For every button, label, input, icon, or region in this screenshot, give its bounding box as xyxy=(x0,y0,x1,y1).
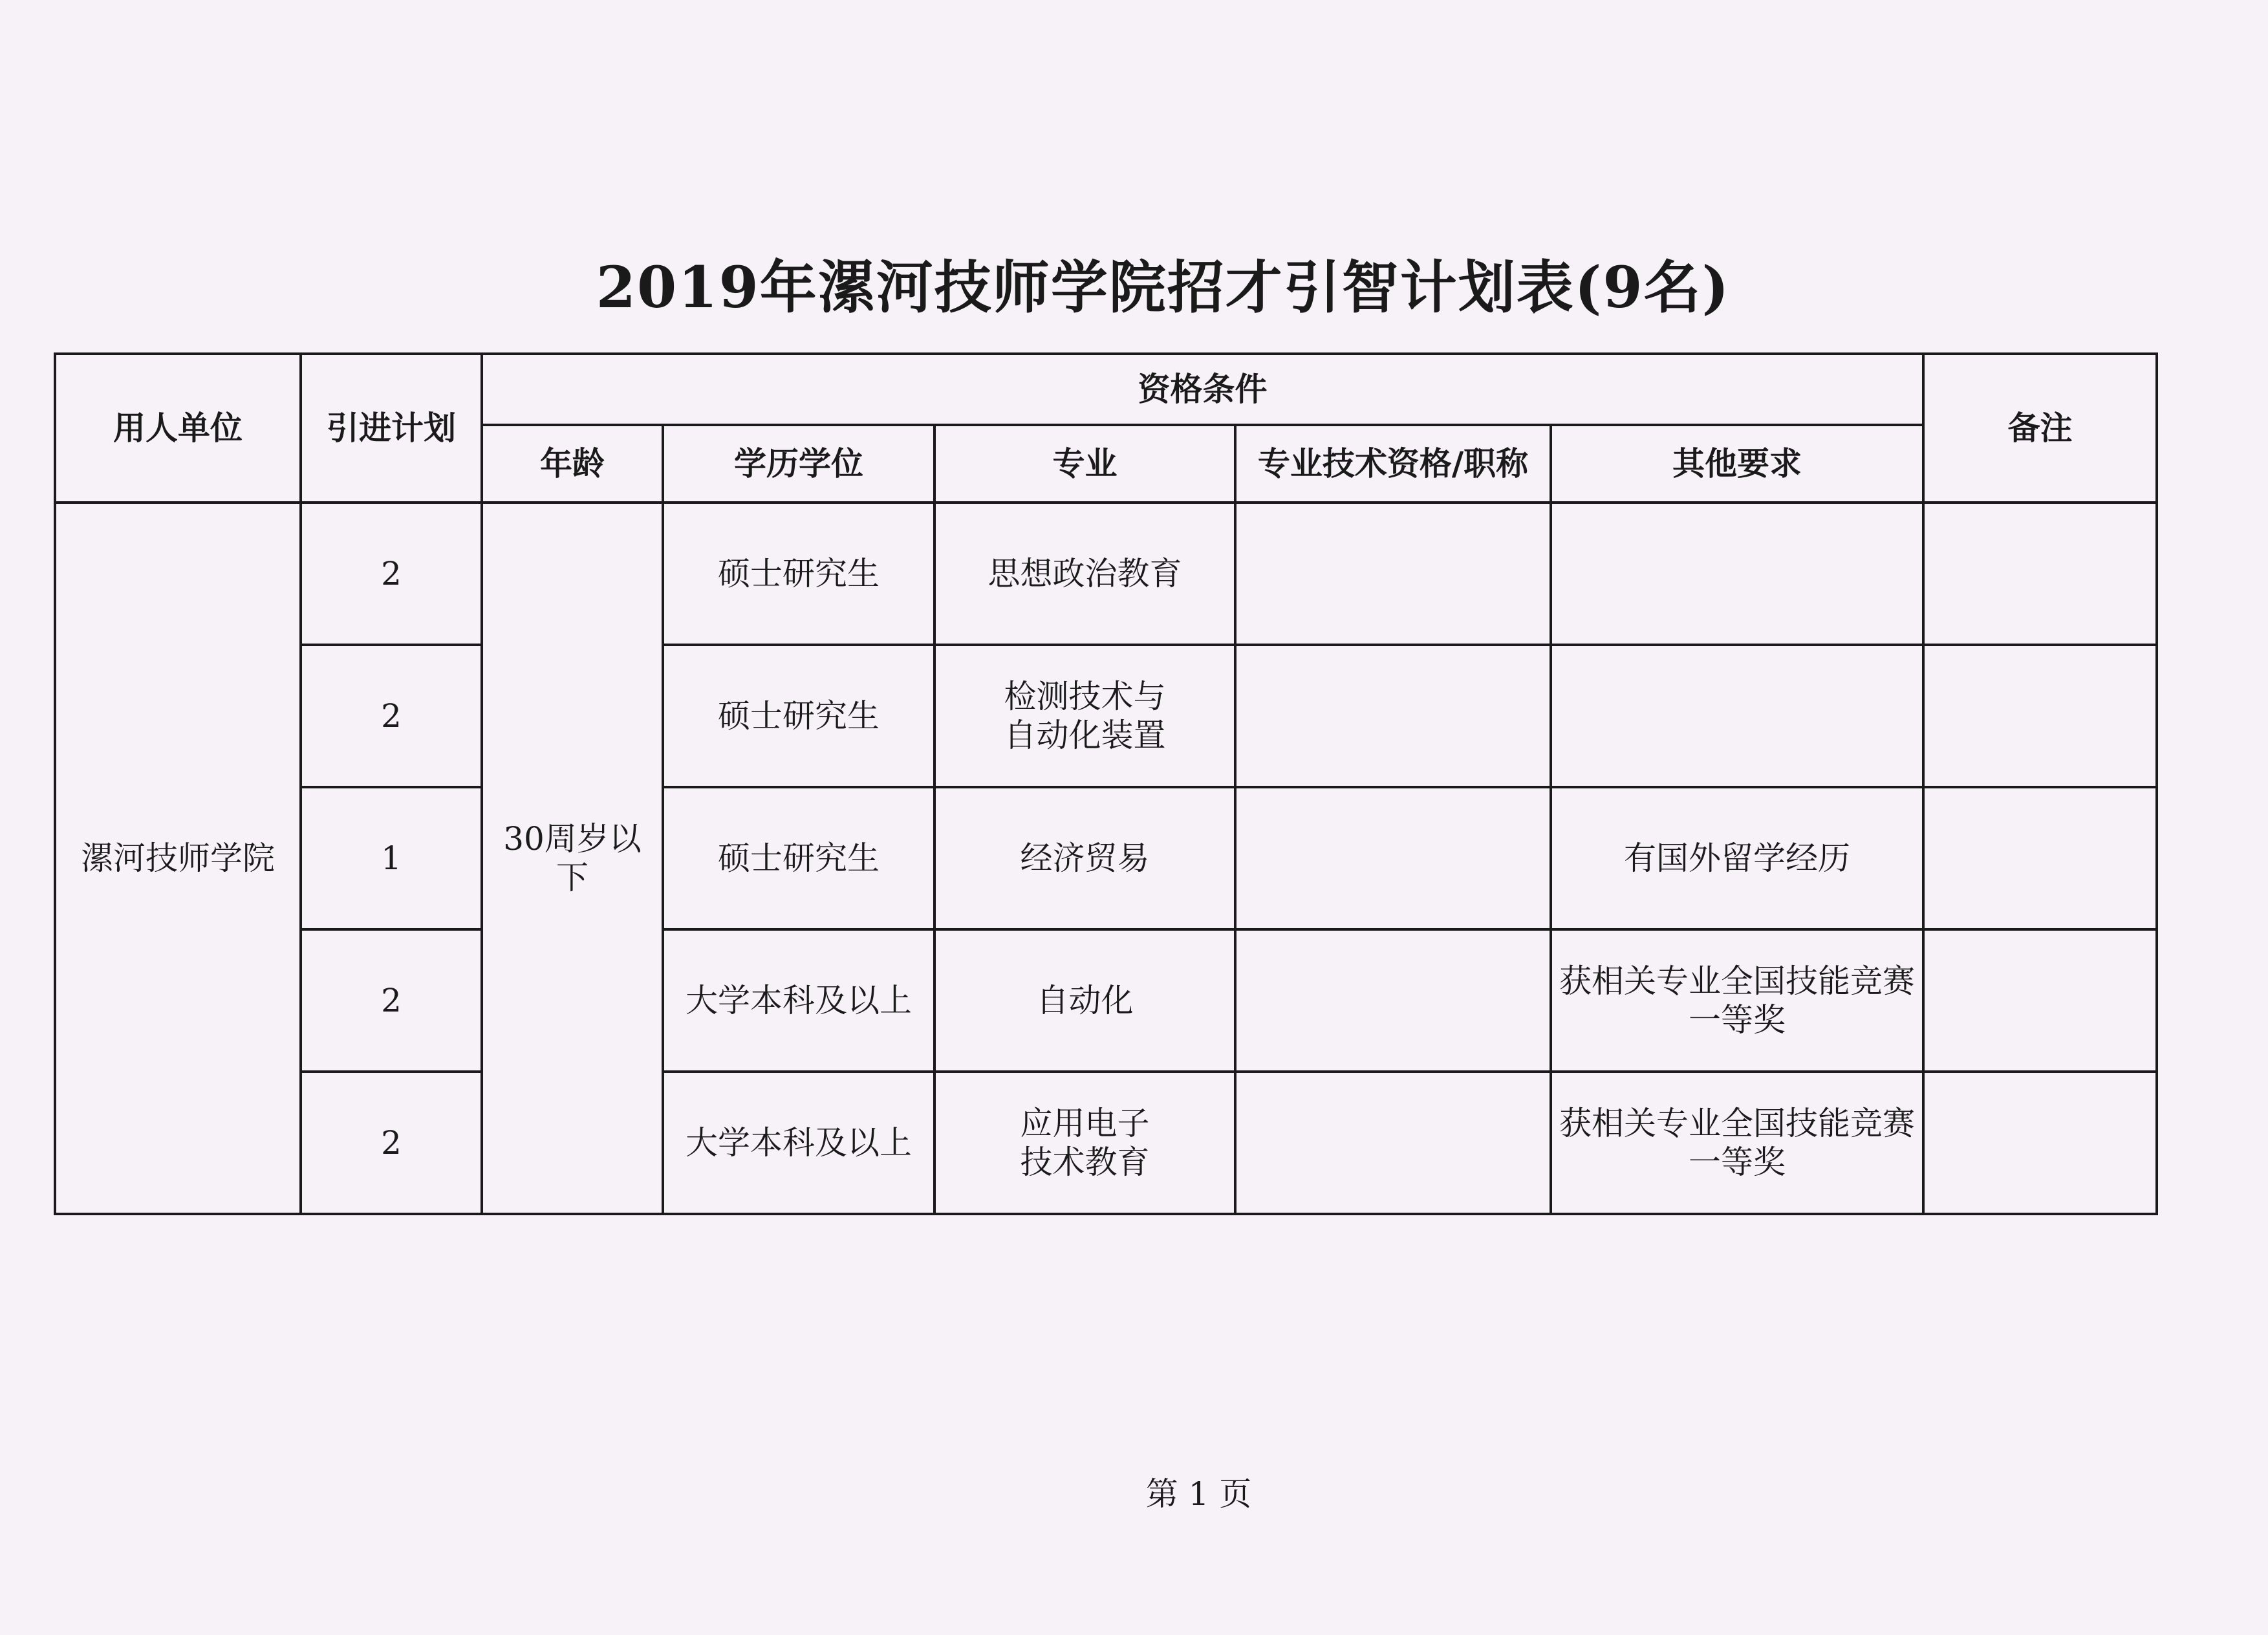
title-rank-cell xyxy=(1235,1072,1551,1214)
major-cell: 检测技术与 自动化装置 xyxy=(934,645,1235,787)
title-rank-cell xyxy=(1235,929,1551,1072)
header-age: 年龄 xyxy=(482,425,663,503)
other-cell xyxy=(1551,645,1923,787)
header-major: 专业 xyxy=(934,425,1235,503)
education-cell: 大学本科及以上 xyxy=(663,1072,934,1214)
major-cell: 自动化 xyxy=(934,929,1235,1072)
major-cell: 应用电子 技术教育 xyxy=(934,1072,1235,1214)
remarks-cell xyxy=(1923,787,2157,929)
title-rank-cell xyxy=(1235,787,1551,929)
other-cell: 获相关专业全国技能竞赛 一等奖 xyxy=(1551,929,1923,1072)
page-title: 2019年漯河技师学院招才引智计划表(9名) xyxy=(596,254,1731,321)
major-cell: 思想政治教育 xyxy=(934,503,1235,645)
header-education: 学历学位 xyxy=(663,425,934,503)
header-other: 其他要求 xyxy=(1551,425,1923,503)
education-cell: 硕士研究生 xyxy=(663,645,934,787)
plan-cell: 2 xyxy=(301,503,482,645)
age-cell: 30周岁以下 xyxy=(482,503,663,1214)
table-row xyxy=(55,787,2157,929)
table-row xyxy=(55,929,2157,1072)
education-cell: 硕士研究生 xyxy=(663,503,934,645)
plan-cell: 1 xyxy=(301,787,482,929)
header-plan: 引进计划 xyxy=(301,354,482,503)
title-rank-cell xyxy=(1235,645,1551,787)
table-row xyxy=(55,503,2157,645)
table-row xyxy=(55,645,2157,787)
title-rank-cell xyxy=(1235,503,1551,645)
education-cell: 硕士研究生 xyxy=(663,787,934,929)
unit-cell: 漯河技师学院 xyxy=(55,503,301,1214)
recruitment-plan-table xyxy=(54,352,2158,1215)
education-cell: 大学本科及以上 xyxy=(663,929,934,1072)
remarks-cell xyxy=(1923,503,2157,645)
major-cell: 经济贸易 xyxy=(934,787,1235,929)
plan-cell: 2 xyxy=(301,1072,482,1214)
other-cell: 有国外留学经历 xyxy=(1551,787,1923,929)
header-qualifications: 资格条件 xyxy=(482,354,1923,425)
other-cell xyxy=(1551,503,1923,645)
other-cell: 获相关专业全国技能竞赛 一等奖 xyxy=(1551,1072,1923,1214)
page-number: 第 1 页 xyxy=(1145,1475,1252,1513)
plan-cell: 2 xyxy=(301,929,482,1072)
table-row xyxy=(55,1072,2157,1214)
plan-cell: 2 xyxy=(301,645,482,787)
remarks-cell xyxy=(1923,929,2157,1072)
header-remarks: 备注 xyxy=(1923,354,2157,503)
remarks-cell xyxy=(1923,645,2157,787)
remarks-cell xyxy=(1923,1072,2157,1214)
header-title-rank: 专业技术资格/职称 xyxy=(1235,425,1551,503)
header-row-1 xyxy=(55,354,2157,425)
header-unit: 用人单位 xyxy=(55,354,301,503)
